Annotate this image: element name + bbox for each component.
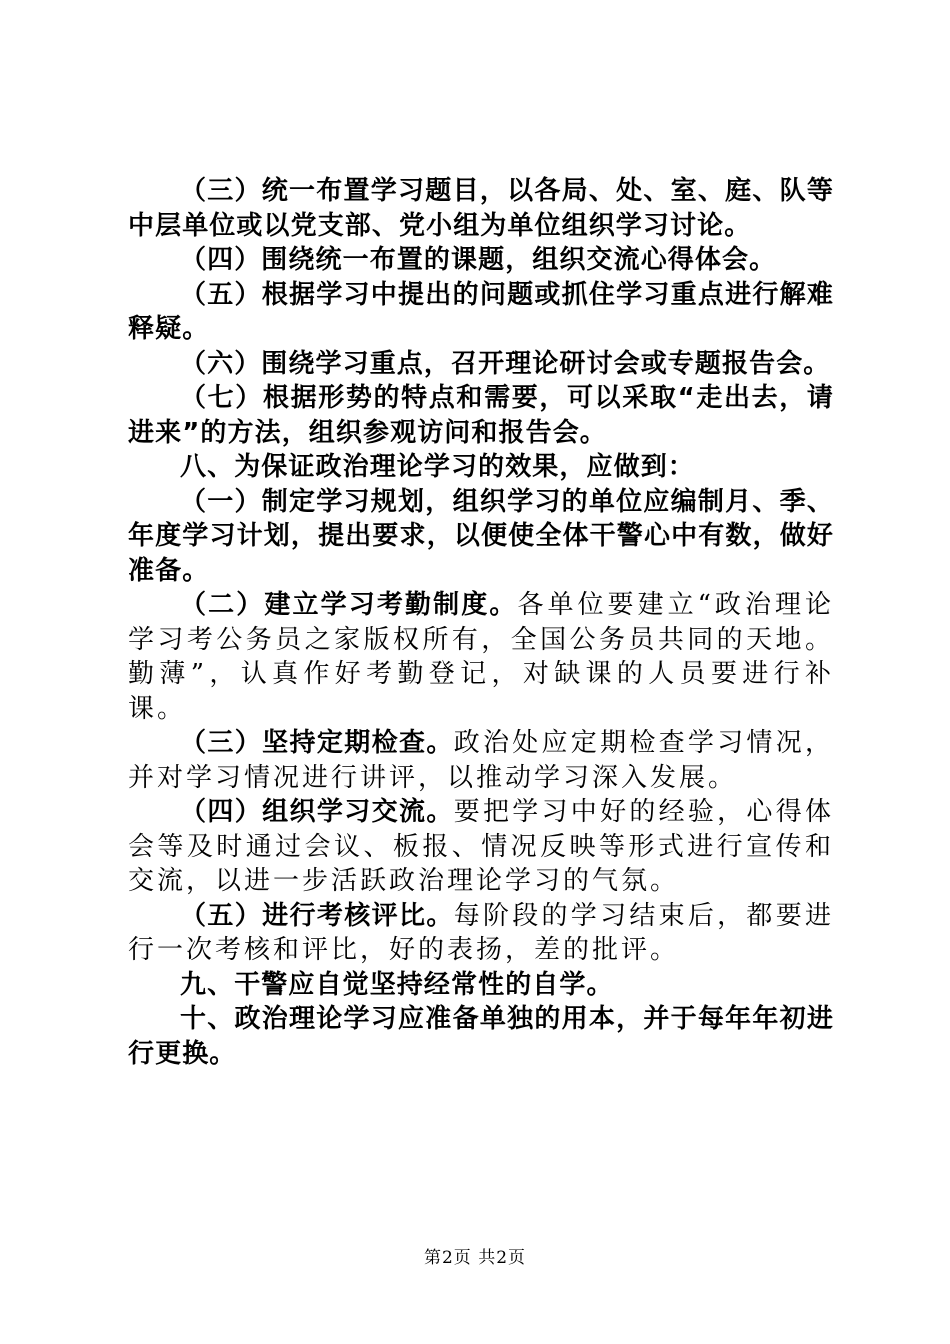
section-9: 九、干警应自觉坚持经常性的自学。 (180, 969, 614, 1000)
paragraph-8-5-body: 每阶段的学习结束后，都要进行一次考核和评比，好的表扬，差的批评。 (128, 900, 834, 965)
paragraph-8-5-lead: （五）进行考核评比。 (180, 900, 454, 931)
paragraph-8-1: （一）制定学习规划，组织学习的单位应编制月、季、年度学习计划，提出要求，以便使全体干警心中有数，做好准备。 (128, 486, 834, 586)
section-8-heading: 八、为保证政治理论学习的效果，应做到： (180, 452, 695, 482)
paragraph-8-3-body: 政治处应定期检查学习情况，并对学习情况进行讲评，以推动学习深入发展。 (128, 728, 834, 793)
paragraph-8-4-lead: （四）组织学习交流。 (180, 797, 454, 827)
paragraph-8-5 (128, 899, 834, 968)
paragraph-3-5: （七）根据形势的特点和需要，可以采取“走出去，请进来”的方法，组织参观访问和报告会。 (128, 383, 834, 448)
section-10: 十、政治理论学习应准备单独的用本，并于每年年初进行更换。 (128, 1004, 834, 1069)
paragraph-8-2-body: 各单位要建立“政治理论学习考公务员之家版权所有，全国公务员共同的天地。勤薄”，认真作好考勤登记，对缺课的人员要进行补课。 (128, 590, 835, 724)
paragraph-3-3: （五）根据学习中提出的问题或抓住学习重点进行解难释疑。 (128, 279, 834, 344)
paragraph-8-2-lead: （二）建立学习考勤制度。 (180, 590, 518, 620)
paragraph-8-3-lead: （三）坚持定期检查。 (180, 728, 454, 758)
document-body (128, 174, 834, 1071)
paragraph-3-1: （三）统一布置学习题目，以各局、处、室、庭、队等中层单位或以党支部、党小组为单位组织学习讨论。 (128, 176, 834, 241)
paragraph-3-4: （六）围绕学习重点，召开理论研讨会或专题报告会。 (180, 348, 831, 379)
page-number-footer: 第2页 共2页 (423, 1248, 527, 1268)
paragraph-8-4-body: 要把学习中好的经验，心得体会等及时通过会议、板报、情况反映等形式进行宣传和交流，以进一步活跃政治理论学习的气氛。 (128, 797, 834, 896)
paragraph-8-4 (128, 795, 834, 899)
paragraph-8-2 (128, 588, 834, 726)
paragraph-3-2: （四）围绕统一布置的课题，组织交流心得体会。 (180, 245, 777, 275)
paragraph-8-3 (128, 726, 834, 795)
